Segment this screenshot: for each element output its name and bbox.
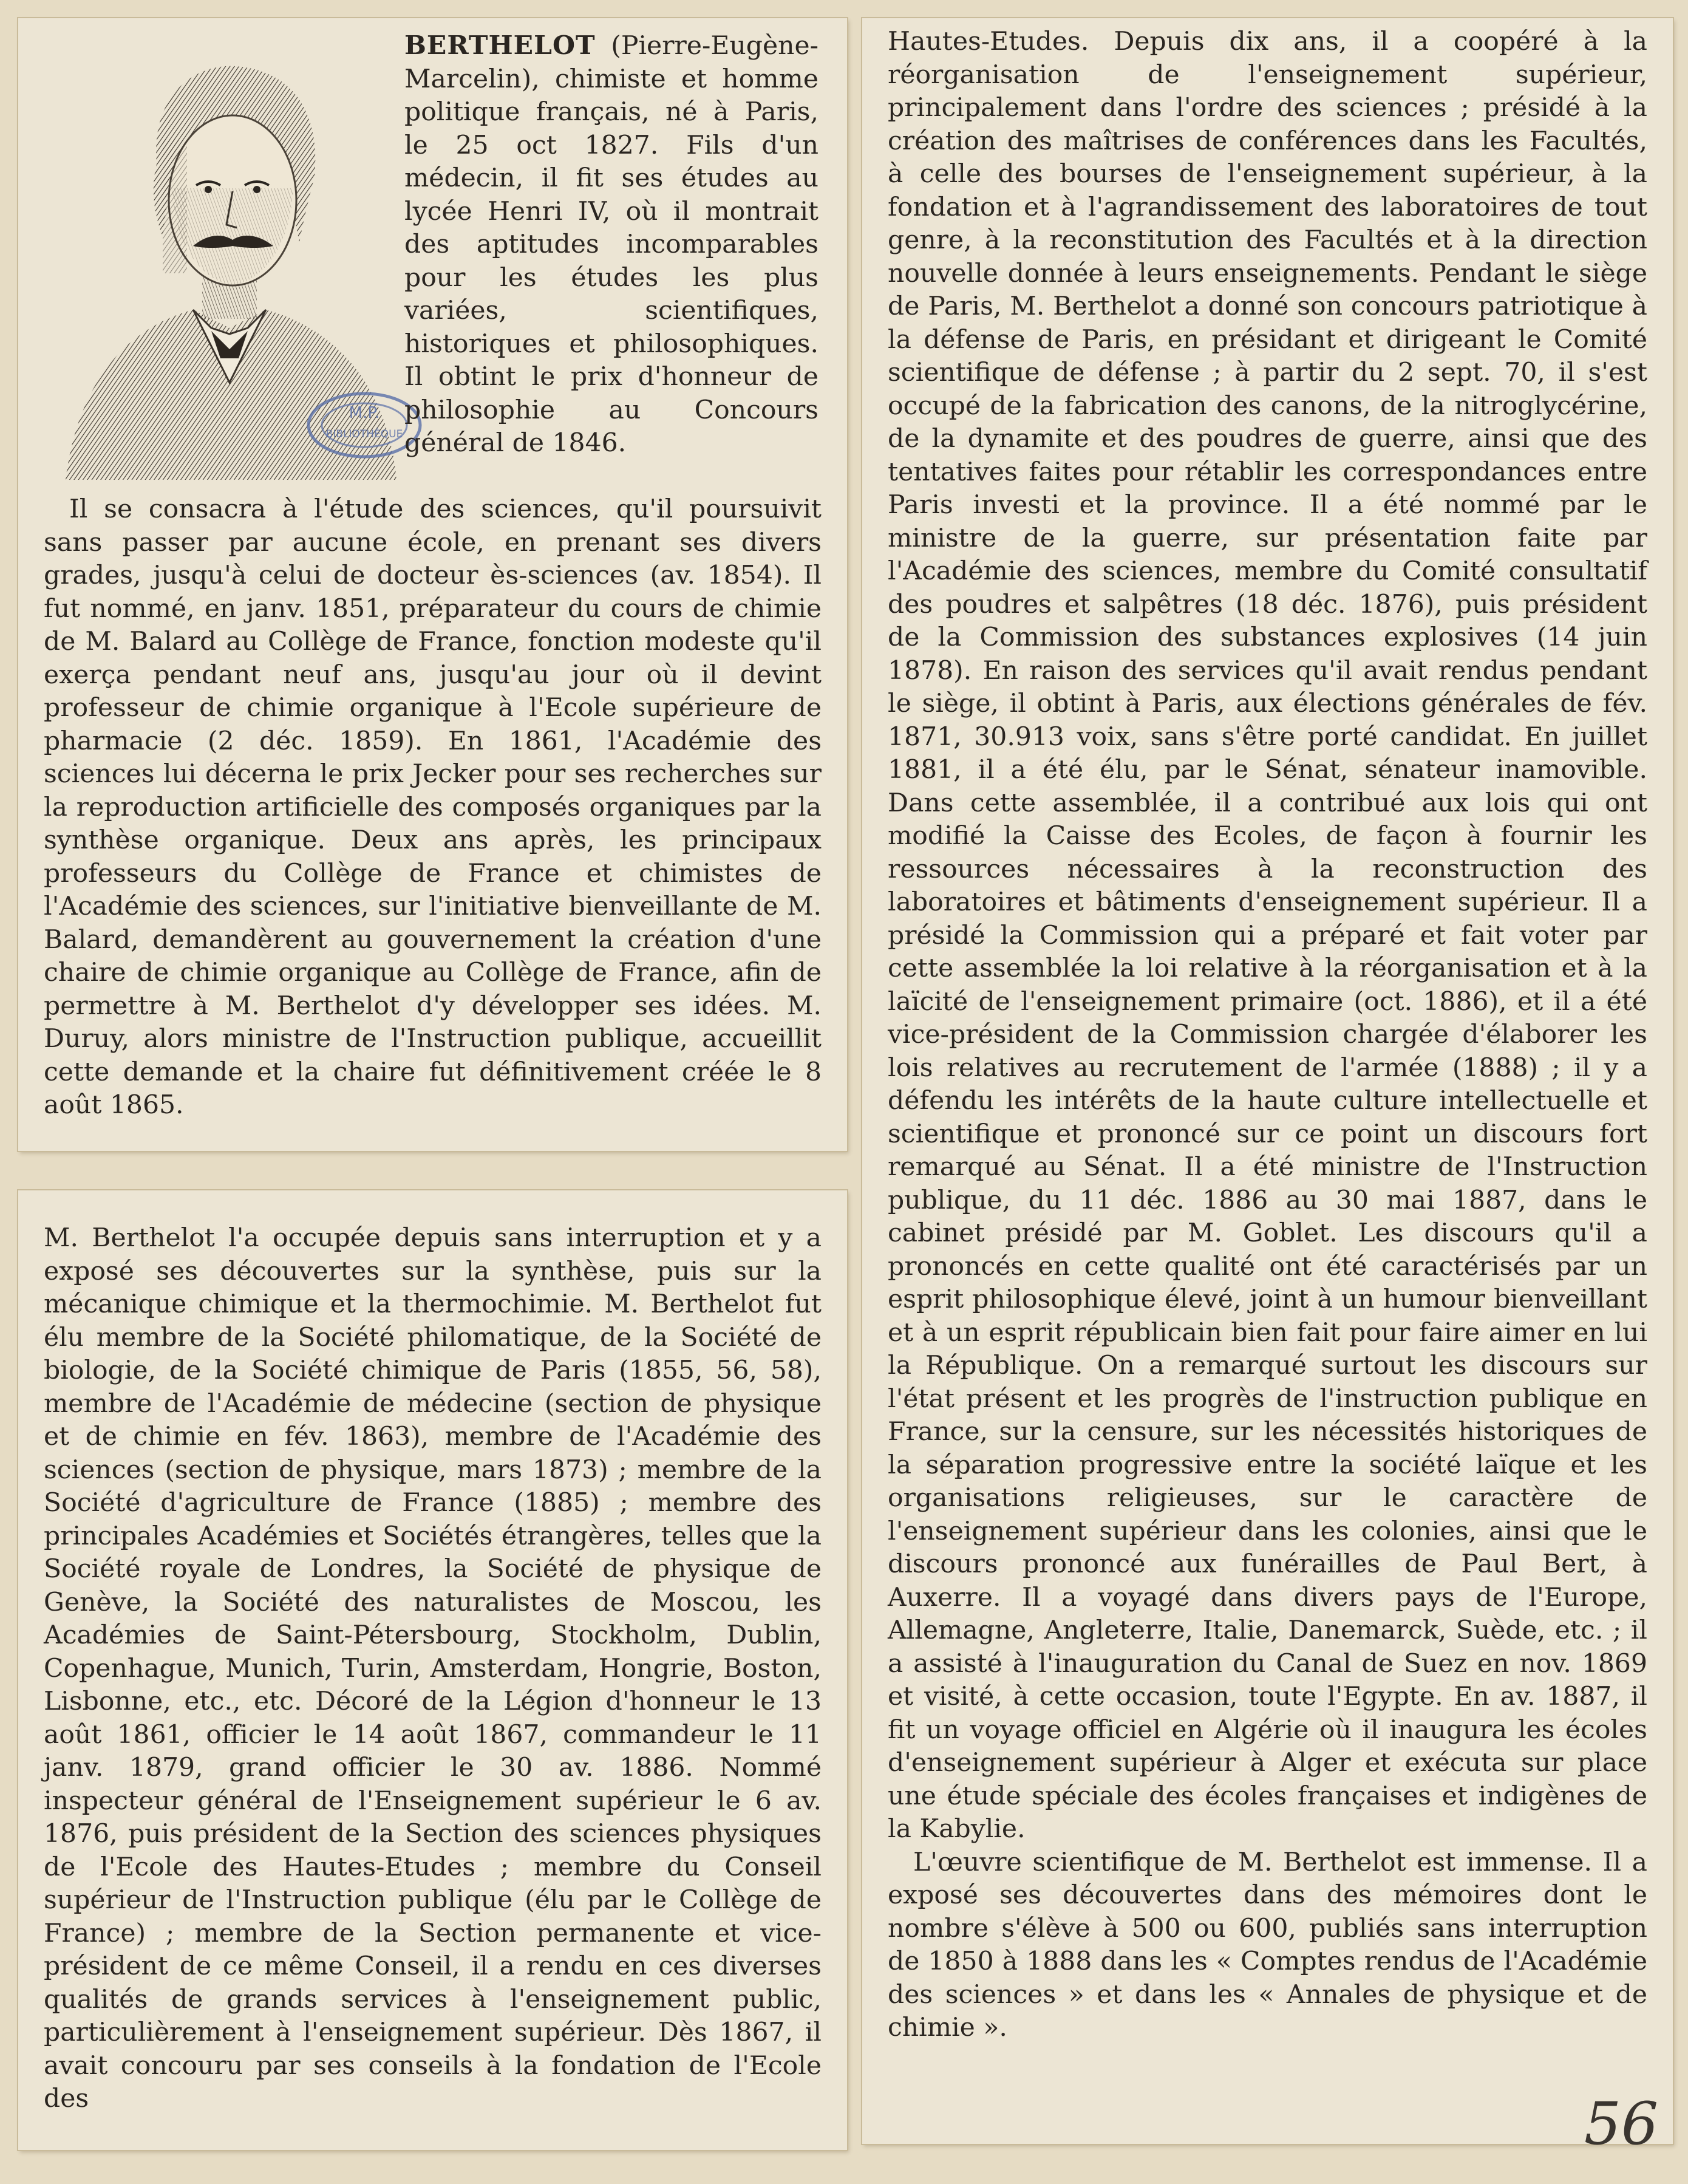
clipping-intro xyxy=(18,18,847,1151)
paragraph: Hautes-Etudes. Depuis dix ans, il a coopéré à la réorganisation de l'enseignement supérieur, principalement dans l'ordre des sciences ; présidé à la création des maîtrises de conférences dans les Facultés, à celle des bourses de l'enseignement supérieur, à la fondation et à l'agrandissement des laboratoires de tout genre, à la reconstitution des Facultés et à la direction nouvelle donnée à leurs enseignements. Pendant le siège de Paris, M. Berthelot a donné son concours patriotique à la défense de Paris, en présidant et dirigeant le Comité scientifique de défense ; à partir du 2 sept. 70, il s'est occupé de la fabrication des canons, de la nitroglycérine, de la dynamite et des poudres de guerre, ainsi que des tentatives faites pour rétablir les correspondances entre Paris investi et la province. Il a été nommé par le ministre de la guerre, sur présentation faite par l'Académie des sciences, membre du Comité consultatif des poudres et salpêtres (18 déc. 1876), puis président de la Commission des substances explosives (14 juin 1878). En raison des services qu'il avait rendus pendant le siège, il obtint à Paris, aux élections générales de fév. 1871, 30.913 voix, sans s'être porté candidat. En juillet 1881, il a été élu, par le Sénat, sénateur inamovible. Dans cette assemblée, il a contribué aux lois qui ont modifié la Caisse des Ecoles, de façon à fournir les ressources nécessaires à la reconstruction des laboratoires et bâtiments d'enseignement supérieur. Il a présidé la Commission qui a préparé et fait voter par cette assemblée la loi relative à la réorganisation et à la laïcité de l'enseignement primaire (oct. 1886), et il a été vice-président de la Commission chargée d'élaborer les lois relatives au recrutement de l'armée (1888) ; il y a défendu les intérêts de la haute culture intellectuelle et scientifique et prononcé sur ce point un discours fort remarqué au Sénat. Il a été ministre de l'Instruction publique, du 11 déc. 1886 au 30 mai 1887, dans le cabinet présidé par M. Goblet. Les discours qu'il a prononcés en cette qualité ont été caractérisés par un esprit philosophique élevé, joint à un humour bienveillant et à un esprit républicain bien fait pour faire aimer en lui la République. On a remarqué surtout les discours sur l'état présent et les progrès de l'instruction publique en France, sur la censure, sur les nécessités historiques de la séparation progressive entre la société laïque et les organisations religieuses, sur le caractère de l'enseignement supérieur dans les colonies, ainsi que le discours prononcé aux funérailles de Paul Bert, à Auxerre. Il a voyagé dans divers pays de l'Europe, Allemagne, Angleterre, Italie, Danemarck, Suède, etc. ; il a assisté à l'inauguration du Canal de Suez en nov. 1869 et visité, à cette occasion, toute l'Egypte. En av. 1887, il fit un voyage officiel en Algérie où il inaugura les écoles d'enseignement supérieur à Alger et exécuta sur place une étude spéciale des écoles françaises et indigènes de la Kabylie. xyxy=(888,27,1647,1844)
paragraph-final: L'œuvre scientifique de M. Berthelot est immense. Il a exposé ses découvertes dans des mémoires dont le nombre s'élève à 500 ou 600, publiés sans interruption de 1850 à 1888 dans les « Comptes rendus de l'Académie des sciences » et dans les « Annales de physique et de chimie ». xyxy=(888,1847,1647,2042)
paragraph: M. Berthelot l'a occupée depuis sans interruption et y a exposé ses découvertes sur la synthèse, puis sur la mécanique chimique et la thermochimie. M. Berthelot fut élu membre de la Société philomatique, de la Société de biologie, de la Société chimique de Paris (1855, 56, 58), membre de l'Académie de médecine (section de physique et de chimie en fév. 1863), membre de l'Académie des sciences (section de physique, mars 1873) ; membre de la Société d'agriculture de France (1885) ; membre des principales Académies et Sociétés étrangères, telles que la Société royale de Londres, la Société de physique de Genève, la Société des naturalistes de Moscou, les Académies de Saint-Pétersbourg, Stockholm, Dublin, Copenhague, Munich, Turin, Amsterdam, Hongrie, Boston, Lisbonne, etc., etc. Décoré de la Légion d'honneur le 13 août 1861, officier le 14 août 1867, commandeur le 11 janv. 1879, grand officier le 30 av. 1886. Nommé inspecteur général de l'Enseignement supérieur le 6 av. 1876, puis président de la Section des sciences physiques de l'Ecole des Hautes-Etudes ; membre du Conseil supérieur de l'Instruction publique (élu par le Collège de France) ; membre de la Section permanente et vice-président de ce même Conseil, il a rendu en ces diverses qualités de grands services à l'enseignement public, particulièrement à l'enseignement supérieur. Dès 1867, il avait concouru par ses conseils à la fondation de l'Ecole des xyxy=(44,1223,822,2114)
article-name: BERTHELOT xyxy=(404,30,596,61)
svg-text:M.P.: M.P. xyxy=(349,404,380,422)
clipping-continuation xyxy=(18,1190,847,2150)
column-1-text xyxy=(18,493,847,1122)
clipping-right-column xyxy=(862,18,1673,2144)
article-lead-text: (Pierre-Eugène-Marcelin), chimiste et homme politique français, né à Paris, le 25 oct 1827. Fils d'un médecin, il fit ses études au lycée Henri IV, où il montrait des aptitudes incomparables pour les études les plus variées, scientifiques, historiques et philosophiques. Il obtint le prix d'honneur de philosophie au Concours général de 1846. xyxy=(404,31,818,458)
paragraph: Il se consacra à l'étude des sciences, qu'il poursuivit sans passer par aucune école, en prenant ses divers grades, jusqu'à celui de docteur ès-sciences (av. 1854). Il fut nommé, en janv. 1851, préparateur du cours de chimie de M. Balard au Collège de France, fonction modeste qu'il exerça pendant neuf ans, jusqu'au jour où il devint professeur de chimie organique à l'Ecole supérieure de pharmacie (2 déc. 1859). En 1861, l'Académie des sciences lui décerna le prix Jecker pour ses recherches sur la reproduction artificielle des composés organiques par la synthèse organique. Deux ans après, les principaux professeurs du Collège de France et chimistes de l'Académie des sciences, sur l'initiative bienveillante de M. Balard, demandèrent au gouvernement la création d'une chaire de chimie organique au Collège de France, afin de permettre à M. Berthelot d'y développer ses idées. M. Duruy, alors ministre de l'Instruction publique, accueillit cette demande et la chaire fut définitivement créée le 8 août 1865. xyxy=(44,494,822,1120)
svg-text:BIBLIOTHÈQUE: BIBLIOTHÈQUE xyxy=(325,428,403,440)
column-3-text xyxy=(862,18,1673,2045)
article-lead xyxy=(404,29,818,460)
handwritten-page-number xyxy=(1579,2083,1664,2162)
header-block xyxy=(18,18,847,483)
column-2-text xyxy=(18,1190,847,2116)
svg-text:56: 56 xyxy=(1584,2090,1659,2158)
